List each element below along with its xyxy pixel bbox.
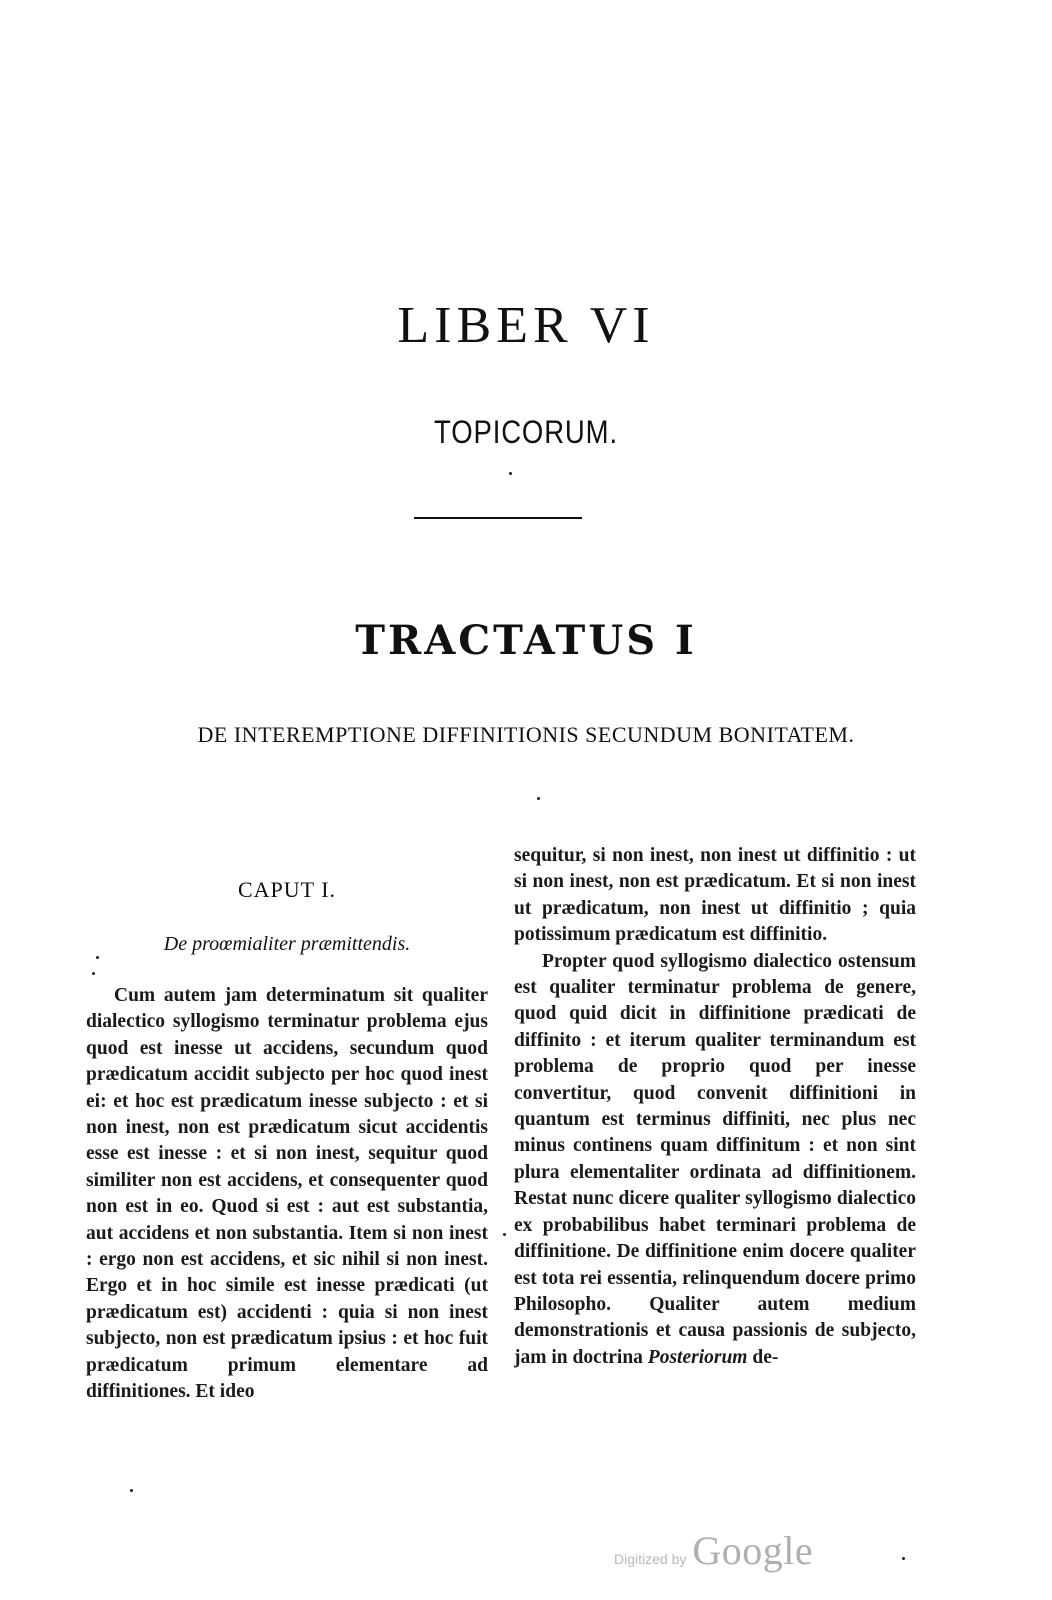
left-paragraph: Cum autem jam determinatum sit qualiter dialectico syllogismo terminatur problema ejus quod est inesse ut accidens, secundum quod prædicatum accidit subjecto per hoc quod inest ei: et hoc est prædicatum inesse subjecto : et si non inest, non est prædicatum sicut accidentis esse est inesse : et si non inest, sequitur quod similiter non est accidens, et consequenter quod non est in eo. Quod si est : aut est substantia, aut accidens et non substantia. Item si non inest : ergo non est accidens, et sic nihil si non inest. Ergo et in hoc simile est inesse prædicati (ut prædicatum est) accidenti : quia si non inest subjecto, non est prædicatum ipsius : et hoc fuit prædicatum primum elementare ad diffinitiones. Et ideo: [86, 985, 488, 1403]
tractatus-subtitle: DE INTEREMPTIONE DIFFINITIONIS SECUNDUM BONITATEM.: [197, 722, 855, 747]
digitized-by-label: Digitized by: [614, 1551, 687, 1567]
chapter-heading: De proœmialiter præmittendis.: [163, 933, 411, 955]
right-paragraph-end: de-: [747, 1346, 779, 1368]
print-speck: [537, 797, 540, 800]
google-logo: Google: [692, 1528, 814, 1573]
right-paragraph-text: Propter quod syllogismo dialectico ostensum est qualiter terminatur problema de genere, quod quid dicit in diffinitione prædicati de diffinito : et iterum qualiter terminandum est problema de proprio quod per inesse convertitur, quod convenit diffinitioni in quantum est terminus diffiniti, nec plus nec minus continens quam diffinitum : et non sint plura elementaliter ordinata ad diffinitionem. Restat nunc dicere qualiter syllogismo dialectico ex probabilibus habet terminari problema de diffinitione. De diffinitione enim docere qualiter est tota rei essentia, relinquendum docere primo Philosopho. Qualiter autem medium demonstrationis et causa passionis de subjecto, jam in doctrina: [514, 950, 916, 1368]
right-paragraph-continued: sequitur, si non inest, non inest ut diffinitio : ut si non inest, non est prædicatum. Et si non inest ut prædicatum, non inest ut diffinitio ; quia potissimum prædicatum est diffinitio.: [514, 845, 916, 946]
left-column: [86, 983, 488, 1406]
book-title: LIBER VI: [397, 297, 655, 354]
right-paragraph: [514, 949, 916, 1372]
chapter-number: CAPUT I.: [237, 877, 337, 902]
right-column: [514, 843, 916, 1371]
book-subtitle: TOPICORUM.: [434, 414, 618, 450]
tractatus-title: TRACTATUS I: [355, 617, 697, 664]
print-speck: [130, 1489, 133, 1492]
digitized-watermark: [614, 1527, 813, 1574]
print-speck: [902, 1557, 905, 1560]
print-speck: [96, 956, 99, 959]
right-paragraph-italic: Posteriorum: [647, 1346, 748, 1368]
title-divider: [414, 517, 582, 519]
print-speck: [92, 972, 95, 975]
print-speck: [503, 1233, 506, 1236]
print-speck: [509, 472, 512, 475]
